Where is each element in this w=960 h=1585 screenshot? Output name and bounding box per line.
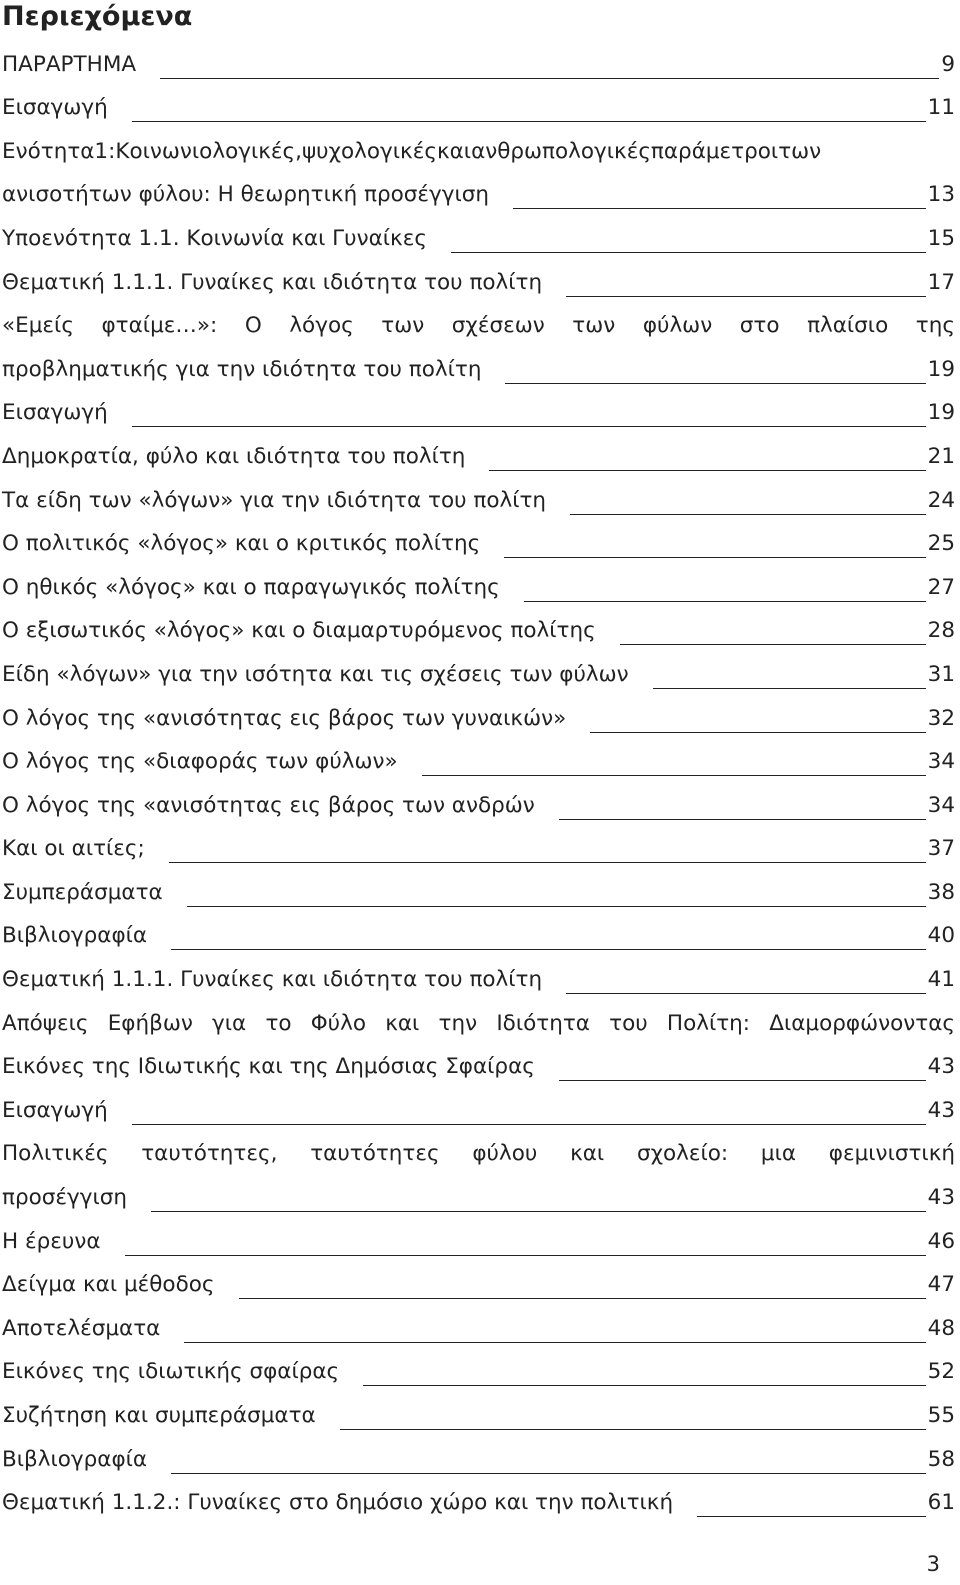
toc-leader-line [559,1080,926,1081]
toc-page-number: 15 [927,225,955,251]
toc-entry-last-line [2,523,955,567]
toc-page-number: 27 [927,574,955,600]
toc-entry-text: Απόψεις Εφήβων για το Φύλο και την Ιδιότητα του Πολίτη: Διαμορφώνοντας [2,1010,955,1036]
toc-page-number: 31 [927,661,955,687]
toc-page-number: 11 [927,95,955,121]
toc-page-number: 34 [927,792,955,818]
toc-page-number: 25 [927,531,955,557]
toc-entry[interactable] [2,305,955,392]
toc-entry-text: Υποενότητα 1.1. Κοινωνία και Γυναίκες [2,225,427,251]
toc-page-number: 43 [927,1054,955,1080]
toc-leader-line [363,1385,925,1386]
toc-entry[interactable] [2,261,955,305]
toc-page-number: 32 [927,705,955,731]
toc-leader-line [169,862,926,863]
toc-leader-line [620,644,926,645]
toc-entry-text: Είδη «λόγων» για την ισότητα και τις σχέσεις των φύλων [2,661,629,687]
toc-entry-last-line [2,741,955,785]
toc-page-number: 52 [927,1359,955,1385]
toc-page-number: 40 [927,923,955,949]
toc-entry[interactable] [2,1089,955,1133]
toc-entry-line [2,1002,955,1046]
toc-entry-last-line [2,261,955,305]
toc-page-number: 61 [927,1490,955,1516]
toc-entry-last-line [2,784,955,828]
toc-leader-line [239,1298,926,1299]
toc-entry[interactable] [2,1133,955,1220]
toc-entry-last-line [2,566,955,610]
toc-page-number: 19 [927,400,955,426]
toc-leader-line [505,383,925,384]
toc-entry-text: προσέγγιση [2,1185,127,1211]
toc-entry[interactable] [2,697,955,741]
toc-entry-text: Πολιτικές ταυτότητες, ταυτότητες φύλου και σχολείο: μια φεμινιστική [2,1141,955,1167]
toc-entry-text: Εικόνες της ιδιωτικής σφαίρας [2,1359,340,1385]
toc-page-number: 41 [927,967,955,993]
toc-page-number: 47 [927,1272,955,1298]
toc-entry-last-line [2,871,955,915]
toc-entry-text: Ενότητα1:Κοινωνιολογικές,ψυχολογικέςκαιανθρωπολογικέςπαράμετροιτων [2,138,822,164]
toc-leader-line [132,426,926,427]
toc-leader-line [171,1473,926,1474]
toc-entry-last-line [2,1438,955,1482]
toc-entry[interactable] [2,392,955,436]
toc-entry-last-line [2,1089,955,1133]
toc-entry-text: Αποτελέσματα [2,1315,161,1341]
toc-leader-line [340,1429,926,1430]
toc-entry-text: Ο λόγος της «ανισότητας εις βάρος των γυναικών» [2,705,567,731]
toc-entry-last-line [2,1307,955,1351]
toc-entry-last-line [2,697,955,741]
toc-entry[interactable] [2,43,955,87]
toc-page-number: 55 [927,1403,955,1428]
toc-entry-last-line [2,1046,955,1090]
toc-entry[interactable] [2,1482,955,1526]
toc-entry-last-line [2,1351,955,1395]
toc-page-number: 24 [927,487,955,513]
toc-entry-last-line [2,1482,955,1526]
toc-entry-last-line [2,653,955,697]
toc-entry-last-line [2,1264,955,1308]
toc-entry-last-line [2,392,955,436]
toc-page-number: 13 [927,182,955,208]
toc-entry-last-line [2,915,955,959]
page-title: Περιεχόμενα [2,1,193,32]
toc-leader-line [171,949,926,950]
toc-entry-last-line [2,217,955,261]
toc-entry-text: «Εμείς φταίμε…»: Ο λόγος των σχέσεων των φύλων στο πλαίσιο της [2,313,955,339]
toc-entry-last-line [2,610,955,654]
toc-entry-last-line [2,174,955,218]
toc-entry-text: προβληματικής για την ιδιότητα του πολίτη [2,356,482,382]
toc-leader-line [125,1255,926,1256]
toc-entry-text: Θεματική 1.1.1. Γυναίκες και ιδιότητα του πολίτη [2,967,543,993]
toc-entry-text: Εισαγωγή [2,1097,108,1123]
toc-entry-text: Ο εξισωτικός «λόγος» και ο διαμαρτυρόμενος πολίτης [2,618,596,644]
toc-page-number: 38 [927,879,955,905]
toc-entry[interactable] [2,1351,955,1395]
toc-entry[interactable] [2,1307,955,1351]
toc-entry[interactable] [2,523,955,567]
toc-leader-line [559,819,926,820]
toc-leader-line [187,906,926,907]
toc-entry-line [2,130,955,174]
toc-page-number: 58 [927,1446,955,1472]
toc-entry[interactable] [2,828,955,872]
toc-entry[interactable] [2,1438,955,1482]
toc-leader-line [590,732,925,733]
toc-leader-line [570,514,926,515]
toc-entry-text: Εικόνες της Ιδιωτικής και της Δημόσιας Σφαίρας [2,1054,535,1080]
toc-entry-text: Τα είδη των «λόγων» για την ιδιότητα του πολίτη [2,487,547,513]
toc-leader-line [132,1124,926,1125]
toc-leader-line [566,993,926,994]
toc-entry[interactable] [2,1394,955,1438]
toc-entry-text: Θεματική 1.1.2.: Γυναίκες στο δημόσιο χώρο και την πολιτική [2,1490,674,1516]
toc-entry-text: Ο ηθικός «λόγος» και ο παραγωγικός πολίτης [2,574,500,600]
toc-page-number: 28 [927,618,955,644]
toc-entry[interactable] [2,784,955,828]
toc-entry-text: Και οι αιτίες; [2,836,145,862]
toc-entry[interactable] [2,566,955,610]
toc-entry-line [2,1133,955,1177]
toc-leader-line [160,78,939,79]
toc-entry-text: Η έρευνα [2,1228,101,1254]
toc-entry-last-line [2,435,955,479]
toc-page-number: 21 [927,443,955,469]
page-number: 3 [926,1552,940,1576]
toc-entry-text: Δείγμα και μέθοδος [2,1272,215,1298]
table-of-contents [2,43,955,1525]
toc-entry[interactable] [2,130,955,217]
toc-page-number: 9 [941,51,955,77]
toc-page-number: 46 [927,1228,955,1254]
toc-entry-text: Εισαγωγή [2,95,108,121]
toc-entry-text: Δημοκρατία, φύλο και ιδιότητα του πολίτη [2,443,466,469]
toc-entry-last-line [2,1394,955,1438]
toc-entry-last-line [2,479,955,523]
toc-entry[interactable] [2,915,955,959]
toc-entry-text: Βιβλιογραφία [2,923,148,949]
toc-leader-line [151,1211,926,1212]
toc-entry-text: Συμπεράσματα [2,879,163,905]
toc-entry[interactable] [2,653,955,697]
toc-entry[interactable] [2,1220,955,1264]
toc-entry-text: Θεματική 1.1.1. Γυναίκες και ιδιότητα του πολίτη [2,269,543,295]
toc-page-number: 34 [927,749,955,775]
toc-leader-line [184,1342,925,1343]
toc-entry[interactable] [2,610,955,654]
toc-entry-last-line [2,348,955,392]
toc-entry-text: ανισοτήτων φύλου: Η θεωρητική προσέγγιση [2,182,489,208]
toc-leader-line [697,1516,926,1517]
toc-entry[interactable] [2,741,955,785]
toc-page-number: 37 [927,836,955,862]
toc-entry-text: ΠΑΡΑΡΤΗΜΑ [2,51,137,77]
toc-entry-last-line [2,958,955,1002]
toc-page-number: 17 [927,269,955,295]
toc-entry[interactable] [2,958,955,1002]
toc-page-number: 43 [927,1185,955,1211]
toc-entry-last-line [2,1220,955,1264]
toc-entry-text: Συζήτηση και συμπεράσματα [2,1403,316,1428]
toc-entry-last-line [2,87,955,131]
toc-entry-last-line [2,1176,955,1220]
toc-entry-line [2,305,955,349]
toc-entry-last-line [2,828,955,872]
toc-entry[interactable] [2,435,955,479]
toc-page-number: 43 [927,1097,955,1123]
toc-entry-text: Ο λόγος της «διαφοράς των φύλων» [2,749,398,775]
toc-leader-line [489,470,925,471]
toc-entry[interactable] [2,87,955,131]
toc-entry[interactable] [2,871,955,915]
toc-leader-line [653,688,926,689]
toc-entry[interactable] [2,1264,955,1308]
toc-leader-line [451,252,926,253]
toc-page-number: 19 [927,356,955,382]
toc-entry[interactable] [2,1002,955,1089]
toc-entry-last-line [2,43,955,87]
toc-entry-text: Βιβλιογραφία [2,1446,148,1472]
toc-entry-text: Ο πολιτικός «λόγος» και ο κριτικός πολίτης [2,531,481,557]
toc-entry-text: Ο λόγος της «ανισότητας εις βάρος των ανδρών [2,792,535,818]
toc-leader-line [524,601,926,602]
toc-entry[interactable] [2,217,955,261]
toc-leader-line [132,121,926,122]
toc-entry-text: Εισαγωγή [2,400,108,426]
toc-leader-line [513,208,926,209]
toc-entry[interactable] [2,479,955,523]
toc-leader-line [504,557,925,558]
toc-leader-line [422,775,926,776]
toc-leader-line [566,296,926,297]
toc-page-number: 48 [927,1315,955,1341]
